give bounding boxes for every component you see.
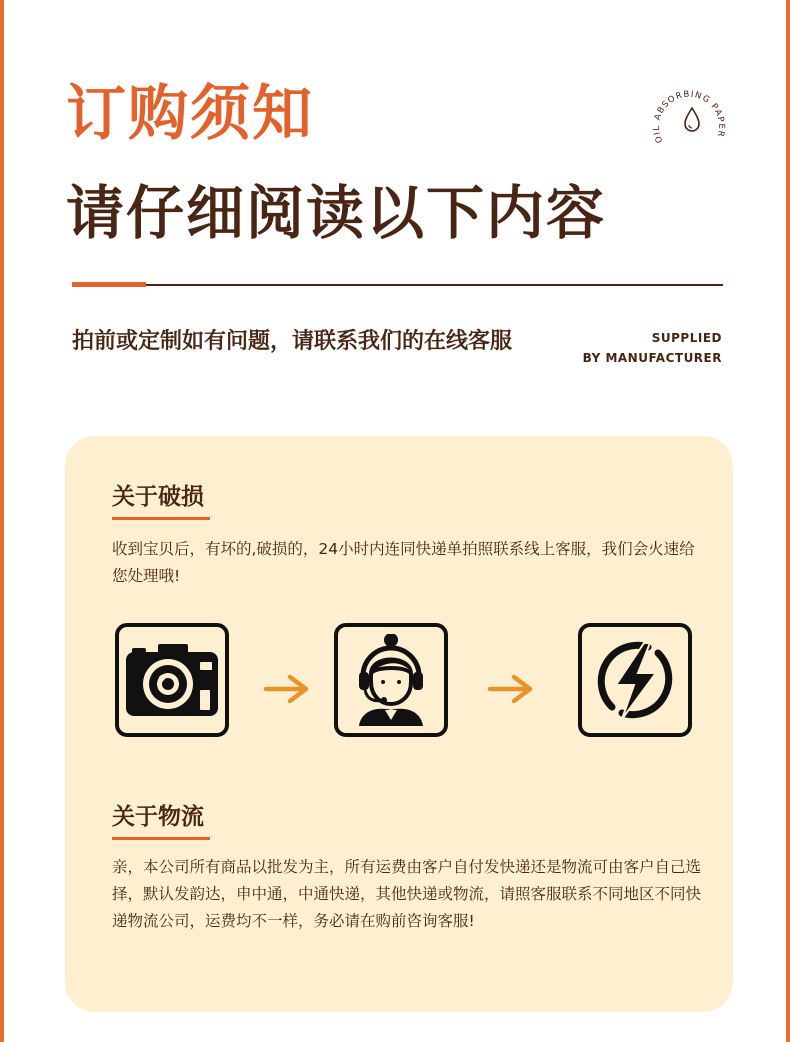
section-underline [112, 837, 210, 840]
page-subtitle: 请仔细阅读以下内容 [66, 179, 607, 247]
camera-icon-box [115, 623, 229, 737]
camera-icon [124, 640, 220, 720]
intro-text: 拍前或定制如有问题，请联系我们的在线客服 [72, 329, 513, 354]
supplied-label [583, 328, 722, 368]
lightning-icon [590, 635, 680, 725]
left-border [0, 0, 4, 1042]
lightning-icon-box [578, 623, 692, 737]
section-text-logistics: 亲，本公司所有商品以批发为主，所有运费由客户自付发快递还是物流可由客户自己选择，默认发韵达，申中通，中通快递，其他快递或物流，请照客服联系不同地区不同快递物流公司，运费均不一样，务必请在购前咨询客服! [112, 858, 702, 930]
section-title-logistics: 关于物流 [112, 804, 204, 830]
page-title: 订购须知 [66, 79, 314, 149]
badge-text: OIL ABSORBING PAPER [652, 89, 727, 145]
right-border [786, 0, 790, 1042]
section-underline [112, 517, 210, 520]
oil-absorbing-paper-badge [652, 80, 732, 160]
arrow-right-icon [262, 673, 312, 705]
supplied-line-1: SUPPLIED [651, 331, 722, 345]
arrow-right-icon [486, 673, 536, 705]
section-title-damage: 关于破损 [112, 484, 204, 510]
svg-text:OIL ABSORBING PAPER [652, 90, 726, 145]
section-text-damage: 收到宝贝后，有坏的,破损的，24小时内连同快递单拍照联系线上客服，我们会火速给您处理哦! [112, 540, 695, 585]
customer-service-icon [351, 634, 431, 726]
customer-service-icon-box [334, 623, 448, 737]
divider-line [146, 284, 723, 286]
supplied-line-2: BY MANUFACTURER [582, 351, 722, 365]
divider-accent [72, 282, 146, 287]
